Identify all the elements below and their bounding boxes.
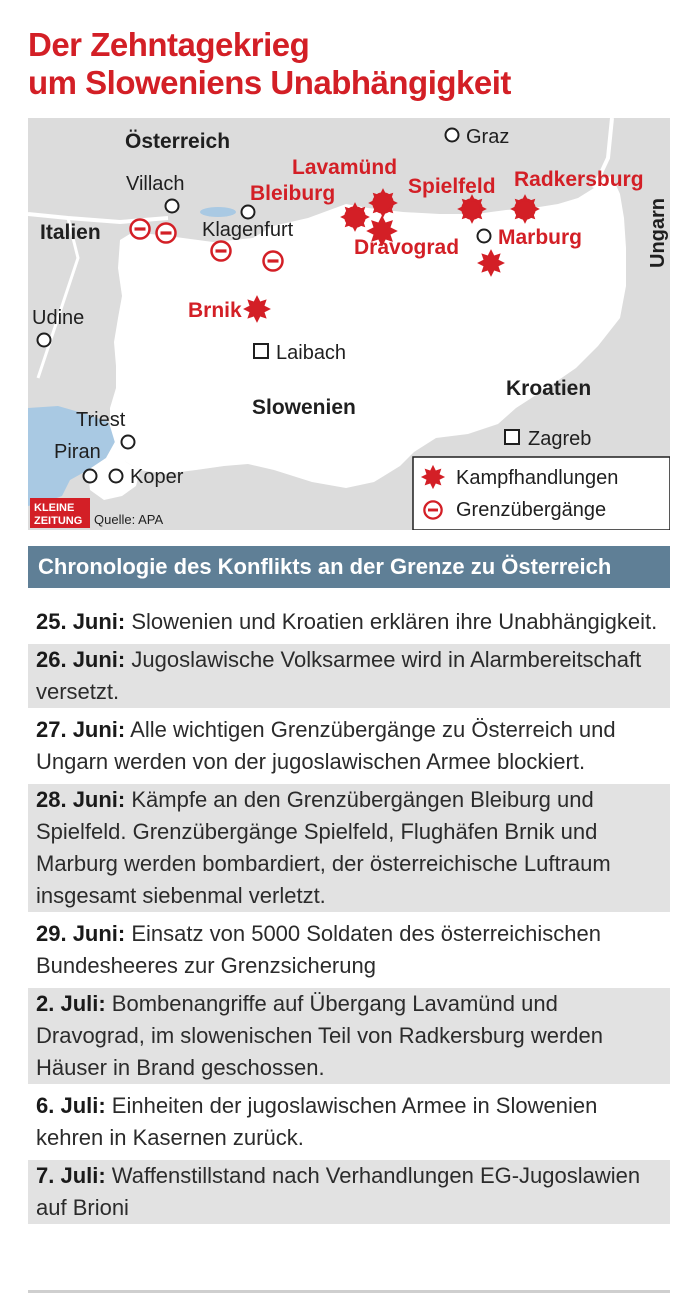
label-italien: Italien bbox=[40, 221, 101, 244]
chronology-entry bbox=[28, 988, 670, 1084]
brand-logo bbox=[30, 498, 90, 528]
border-crossing-icon bbox=[264, 252, 283, 271]
city-marker-triest bbox=[122, 436, 135, 449]
label-spielfeld: Spielfeld bbox=[408, 175, 496, 198]
city-marker-graz bbox=[446, 129, 459, 142]
map-legend bbox=[413, 457, 670, 530]
page-title bbox=[28, 26, 688, 102]
label-piran: Piran bbox=[54, 441, 101, 463]
label-slowenien: Slowenien bbox=[252, 396, 356, 419]
label-zagreb: Zagreb bbox=[528, 428, 592, 450]
map-canvas bbox=[28, 118, 670, 530]
label-dravograd: Dravograd bbox=[354, 236, 460, 259]
chronology-entry bbox=[28, 784, 670, 912]
capital-marker-zagreb bbox=[505, 430, 519, 444]
label-graz: Graz bbox=[466, 126, 510, 148]
label-bleiburg: Bleiburg bbox=[250, 182, 336, 205]
entry-date: 7. Juli: bbox=[36, 1163, 106, 1188]
border-crossing-icon bbox=[131, 220, 150, 239]
city-marker-piran bbox=[84, 470, 97, 483]
entry-date: 25. Juni: bbox=[36, 609, 126, 634]
label-koper: Koper bbox=[130, 466, 184, 488]
capital-marker-laibach bbox=[254, 344, 268, 358]
entry-date: 29. Juni: bbox=[36, 921, 126, 946]
label-radkersburg: Radkersburg bbox=[514, 168, 644, 191]
entry-date: 27. Juni: bbox=[36, 717, 126, 742]
label-ungarn: Ungarn bbox=[647, 198, 669, 268]
chronology-entry bbox=[28, 918, 670, 982]
label-oesterreich: Österreich bbox=[125, 130, 231, 153]
entry-text: Kämpfe an den Grenzübergängen Bleiburg und Spielfeld. Grenzübergänge Spielfeld, Flughäfen Brnik und Marburg werden bombardiert, der österreichische Luftraum insgesamt siebenmal verletzt. bbox=[36, 787, 611, 908]
chronology-entry bbox=[28, 606, 670, 638]
brand-logo-line-1: KLEINE bbox=[34, 502, 75, 514]
legend-combat-label: Kampfhandlungen bbox=[456, 467, 619, 489]
chronology-entry bbox=[28, 714, 670, 778]
entry-text: Einsatz von 5000 Soldaten des österreichischen Bundesheeres zur Grenzsicherung bbox=[36, 921, 601, 978]
label-marburg: Marburg bbox=[498, 226, 582, 249]
border-crossing-icon bbox=[157, 224, 176, 243]
title-line-2: um Sloweniens Unabhängigkeit bbox=[28, 64, 511, 101]
border-crossing-icon bbox=[212, 242, 231, 261]
chronology-entry bbox=[28, 1090, 670, 1154]
label-klagenfurt: Klagenfurt bbox=[202, 219, 294, 241]
city-marker-koper bbox=[110, 470, 123, 483]
entry-text: Waffenstillstand nach Verhandlungen EG-Jugoslawien auf Brioni bbox=[36, 1163, 641, 1220]
label-laibach: Laibach bbox=[276, 342, 347, 364]
entry-date: 2. Juli: bbox=[36, 991, 106, 1016]
label-triest: Triest bbox=[76, 409, 126, 431]
city-marker-villach bbox=[166, 200, 179, 213]
entry-date: 6. Juli: bbox=[36, 1093, 106, 1118]
entry-text: Slowenien und Kroatien erklären ihre Unabhängigkeit. bbox=[125, 609, 658, 634]
city-marker-udine bbox=[38, 334, 51, 347]
woerthersee-lake bbox=[200, 207, 236, 217]
city-marker-marburg bbox=[478, 230, 491, 243]
chronology-heading: Chronologie des Konflikts an der Grenze zu Österreich bbox=[28, 546, 670, 588]
title-line-1: Der Zehntagekrieg bbox=[28, 26, 310, 63]
entry-text: Alle wichtigen Grenzübergänge zu Österreich und Ungarn werden von der jugoslawischen Armee blockiert. bbox=[36, 717, 616, 774]
brand-logo-line-2: ZEITUNG bbox=[34, 515, 83, 527]
entry-date: 26. Juni: bbox=[36, 647, 126, 672]
entry-text: Jugoslawische Volksarmee wird in Alarmbereitschaft versetzt. bbox=[36, 647, 642, 704]
label-villach: Villach bbox=[126, 173, 185, 195]
city-marker-klagenfurt bbox=[242, 206, 255, 219]
legend-border-label: Grenzübergänge bbox=[456, 499, 607, 521]
entry-date: 28. Juni: bbox=[36, 787, 126, 812]
bottom-divider bbox=[28, 1290, 670, 1293]
chronology-entry bbox=[28, 1160, 670, 1224]
label-brnik: Brnik bbox=[188, 299, 242, 322]
label-kroatien: Kroatien bbox=[506, 377, 592, 400]
chronology-list bbox=[28, 606, 670, 1230]
legend-border-icon bbox=[424, 501, 441, 518]
label-udine: Udine bbox=[32, 307, 85, 329]
entry-text: Einheiten der jugoslawischen Armee in Slowenien kehren in Kasernen zurück. bbox=[36, 1093, 598, 1150]
chronology-entry bbox=[28, 644, 670, 708]
label-lavamuend: Lavamünd bbox=[292, 156, 398, 179]
entry-text: Bombenangriffe auf Übergang Lavamünd und Dravograd, im slowenischen Teil von Radkersburg werden Häuser in Brand geschossen. bbox=[36, 991, 603, 1080]
source-note: Quelle: APA bbox=[94, 512, 164, 527]
map bbox=[28, 118, 670, 530]
